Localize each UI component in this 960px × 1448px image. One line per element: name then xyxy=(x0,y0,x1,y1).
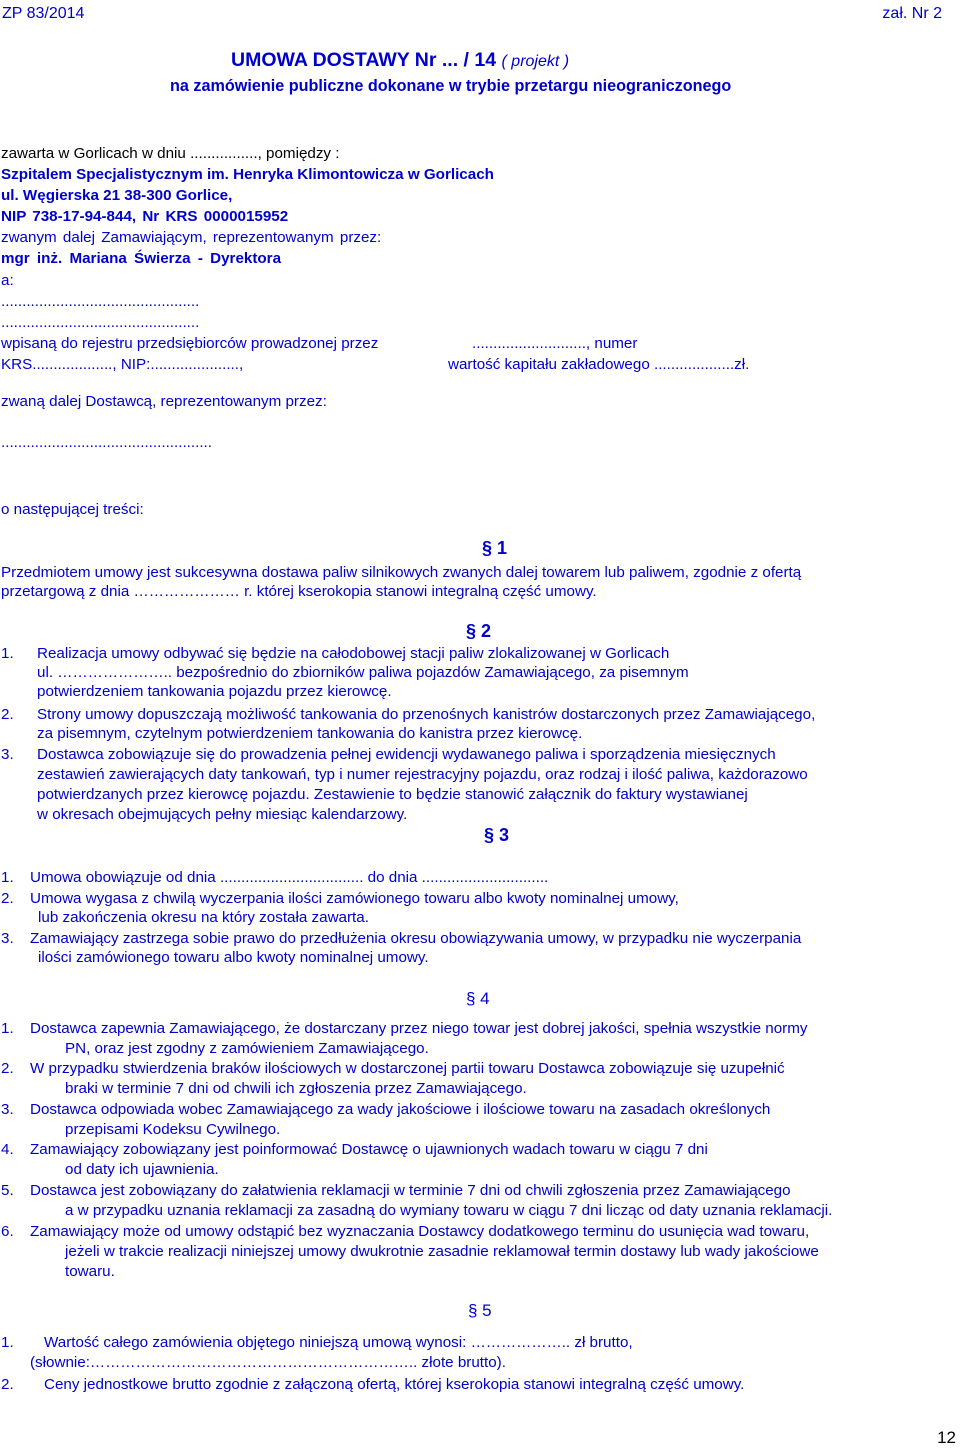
section-3-item-2-line-2: lub zakończenia okresu na który została zawarta. xyxy=(38,909,369,926)
section-4-item-3-line-2: przepisami Kodeksu Cywilnego. xyxy=(65,1121,281,1138)
section-2-item-3-line-2: zestawień zawierających daty tankowań, typ i numer rejestracyjny pojazdu, oraz rodzaj i ilość paliwa, każdorazowo xyxy=(37,766,808,783)
page-number: 12 xyxy=(937,1428,956,1447)
contract-title-note: ( projekt ) xyxy=(501,53,570,70)
section-5-item-2: Ceny jednostkowe brutto zgodnie z załączoną ofertą, której kserokopia stanowi integralną część umowy. xyxy=(44,1376,745,1393)
section-4-number-4: 4. xyxy=(1,1141,14,1158)
section-4-number-1: 1. xyxy=(1,1020,14,1037)
section-3-item-3-line-1: Zamawiający zastrzega sobie prawo do przedłużenia okresu obowiązywania umowy, w przypadku nie wyczerpania xyxy=(30,930,802,947)
section-4-item-2-line-2: braki w terminie 7 dni od chwili ich zgłoszenia przez Zamawiającego. xyxy=(65,1080,527,1097)
section-1-line-2: przetargową z dnia ………………… r. której kserokopia stanowi integralną część umowy. xyxy=(1,583,597,600)
parties-line-9: ............................................... xyxy=(1,314,200,331)
header-doc-number: ZP 83/2014 xyxy=(2,5,85,22)
parties-line-14: o następującej treści: xyxy=(1,501,144,518)
section-4-item-1-line-1: Dostawca zapewnia Zamawiającego, że dostarczany przez niego towar jest dobrej jakości, spełnia wszystkie normy xyxy=(30,1020,808,1037)
section-2-item-3-line-1: Dostawca zobowiązuje się do prowadzenia pełnej ewidencji wydawanego paliwa i sporządzenia miesięcznych xyxy=(37,746,776,763)
section-4-item-2-line-1: W przypadku stwierdzenia braków ilościowych w dostarczonej partii towaru Dostawca zobowiązuje się uzupełnić xyxy=(30,1060,785,1077)
section-3-number-2: 2. xyxy=(1,890,14,907)
section-3-item-3-line-2: ilości zamówionego towaru albo kwoty nominalnej umowy. xyxy=(38,949,429,966)
section-4-item-6-line-1: Zamawiający może od umowy odstąpić bez wyznaczania Dostawcy dodatkowego terminu do usunięcia wad towaru, xyxy=(30,1223,810,1240)
section-5-heading: § 5 xyxy=(468,1301,492,1320)
section-3-number-3: 3. xyxy=(1,930,14,947)
section-4-number-6: 6. xyxy=(1,1223,14,1240)
section-2-item-1-line-2: ul. ………………….. bezpośrednio do zbiorników paliwa pojazdów Zamawiającego, za pisemnym xyxy=(37,664,689,681)
section-3-number-1: 1. xyxy=(1,869,14,886)
section-3-item-2-line-1: Umowa wygasa z chwilą wyczerpania ilości zamówionego towaru albo kwoty nominalnej umowy, xyxy=(30,890,679,907)
section-1-heading: § 1 xyxy=(482,538,508,558)
parties-line-1: zawarta w Gorlicach w dniu ................, pomiędzy : xyxy=(1,145,340,162)
parties-line-3: ul. Węgierska 21 38-300 Gorlice, xyxy=(1,187,233,204)
section-2-number-2: 2. xyxy=(1,706,14,723)
section-4-item-1-line-2: PN, oraz jest zgodny z zamówieniem Zamawiającego. xyxy=(65,1040,429,1057)
parties-line-13: .................................................. xyxy=(1,434,212,451)
section-4-item-6-line-3: towaru. xyxy=(65,1263,115,1280)
parties-line-6: mgr inż. Mariana Świerza - Dyrektora xyxy=(1,250,282,267)
section-3-heading: § 3 xyxy=(484,825,510,845)
section-3-item-1: Umowa obowiązuje od dnia .................................. do dnia .............................. xyxy=(30,869,549,886)
section-4-item-3-line-1: Dostawca odpowiada wobec Zamawiającego za wady jakościowe i ilościowe towaru na zasadach określonych xyxy=(30,1101,771,1118)
section-2-item-2-line-1: Strony umowy dopuszczają możliwość tankowania do przenośnych kanistrów dostarczonych przez Zamawiającego, xyxy=(37,706,816,723)
section-2-number-3: 3. xyxy=(1,746,14,763)
section-5-number-2: 2. xyxy=(1,1376,14,1393)
section-4-item-6-line-2: jeżeli w trakcie realizacji niniejszej umowy dwukrotnie zasadnie reklamował termin dostawy lub wady jakościowe xyxy=(65,1243,819,1260)
parties-line-2: Szpitalem Specjalistycznym im. Henryka Klimontowicza w Gorlicach xyxy=(1,166,494,183)
parties-line-7: a: xyxy=(1,272,14,289)
section-5-number-1: 1. xyxy=(1,1334,14,1351)
parties-line-5: zwanym dalej Zamawiającym, reprezentowanym przez: xyxy=(1,229,382,246)
parties-line-8: ............................................... xyxy=(1,293,200,310)
header-attachment: zał. Nr 2 xyxy=(882,5,942,22)
section-4-item-4-line-1: Zamawiający zobowiązany jest poinformować Dostawcę o ujawnionych wadach towaru w ciągu 7 dni xyxy=(30,1141,708,1158)
parties-line-11b: wartość kapitału zakładowego ...................zł. xyxy=(448,356,750,373)
section-2-item-1-line-3: potwierdzeniem tankowania pojazdu przez kierowcę. xyxy=(37,683,392,700)
section-2-item-2-line-2: za pisemnym, czytelnym potwierdzeniem tankowania do kanistra przez kierowcę. xyxy=(37,725,583,742)
parties-line-10a: wpisaną do rejestru przedsiębiorców prowadzonej przez xyxy=(1,335,379,352)
parties-line-4: NIP 738-17-94-844, Nr KRS 0000015952 xyxy=(1,208,289,225)
section-4-number-2: 2. xyxy=(1,1060,14,1077)
section-2-number-1: 1. xyxy=(1,645,14,662)
section-2-item-3-line-4: w okresach obejmujących pełny miesiąc kalendarzowy. xyxy=(37,806,408,823)
section-4-heading: § 4 xyxy=(466,989,490,1008)
section-4-item-5-line-2: a w przypadku uznania reklamacji za zasadną do wymiany towaru w ciągu 7 dni licząc od daty uznania reklamacji. xyxy=(65,1202,833,1219)
section-5-item-1-line-1: Wartość całego zamówienia objętego niniejszą umową wynosi: ……………….. zł brutto, xyxy=(44,1334,633,1351)
section-4-number-3: 3. xyxy=(1,1101,14,1118)
section-4-number-5: 5. xyxy=(1,1182,14,1199)
section-4-item-5-line-1: Dostawca jest zobowiązany do załatwienia reklamacji w terminie 7 dni od chwili zgłoszenia przez Zamawiającego xyxy=(30,1182,791,1199)
section-4-item-4-line-2: od daty ich ujawnienia. xyxy=(65,1161,219,1178)
section-2-item-3-line-3: potwierdzanych przez kierowcę pojazdu. Zestawienie to będzie stanowić załącznik do faktury wystawianej xyxy=(37,786,748,803)
section-2-item-1-line-1: Realizacja umowy odbywać się będzie na całodobowej stacji paliw zlokalizowanej w Gorlicach xyxy=(37,645,670,662)
section-5-item-1-line-2: (słownie:……………………………………………………….. złote brutto). xyxy=(30,1354,506,1371)
section-1-line-1: Przedmiotem umowy jest sukcesywna dostawa paliw silnikowych zwanych dalej towarem lub paliwem, zgodnie z ofertą xyxy=(1,564,802,581)
section-2-heading: § 2 xyxy=(466,621,492,641)
parties-line-12: zwaną dalej Dostawcą, reprezentowanym przez: xyxy=(1,393,327,410)
parties-line-10b: ..........................., numer xyxy=(472,335,638,352)
parties-line-11a: KRS..................., NIP:....................., xyxy=(1,356,244,373)
contract-title xyxy=(231,51,569,71)
contract-subtitle: na zamówienie publiczne dokonane w trybie przetargu nieograniczonego xyxy=(170,77,732,95)
contract-title-main: UMOWA DOSTAWY Nr ... / 14 xyxy=(231,49,497,71)
